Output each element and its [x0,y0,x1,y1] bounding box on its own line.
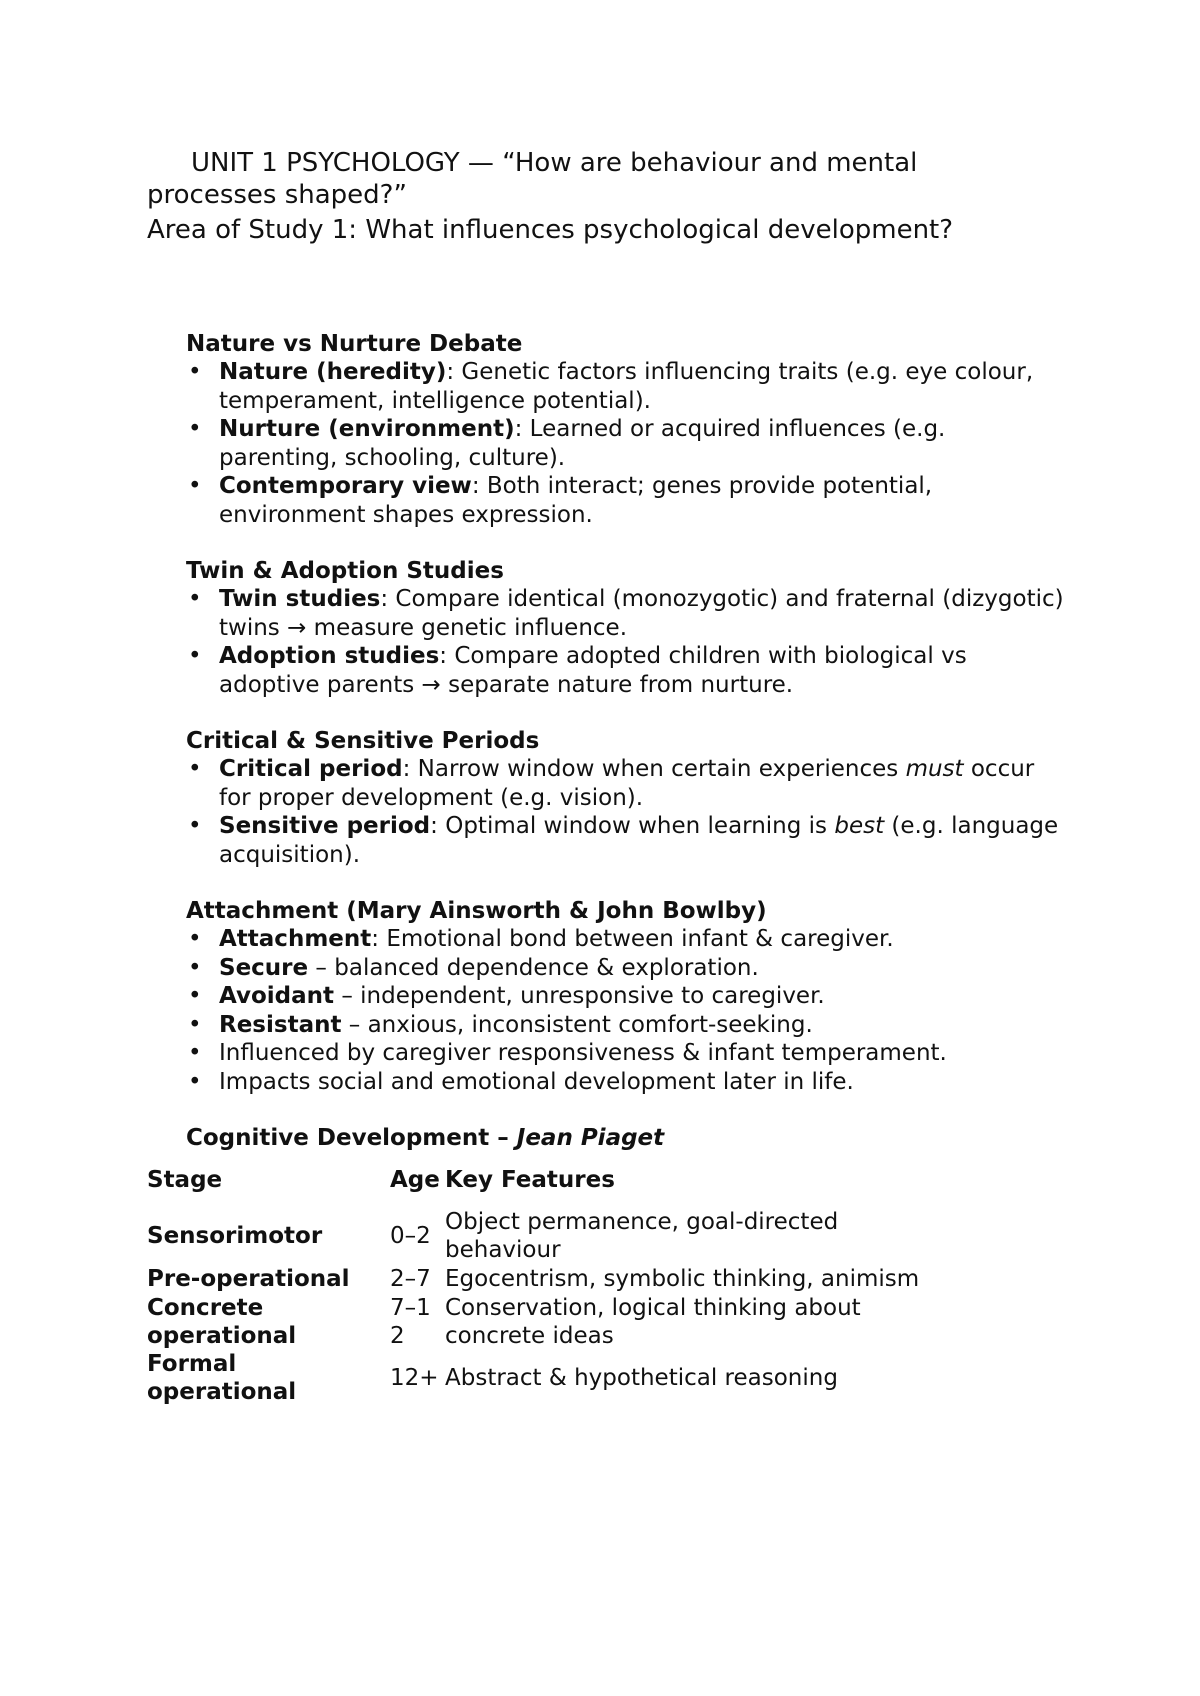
piaget-stages-table [147,1152,948,1406]
heading-author: Jean Piaget [516,1125,665,1151]
cell-stage: Formal operational [147,1351,297,1405]
section-attachment [186,897,1066,1096]
table-row [147,1350,948,1406]
bullet-icon: • [188,756,202,782]
bullet-icon: • [188,1011,202,1038]
definition: – independent, unresponsive to caregiver. [334,983,825,1009]
bullet-icon: • [188,643,202,669]
definition: : Compare identical (monozygotic) and fraternal (dizygotic) twins → measure genetic influence. [219,586,1064,641]
section-heading [186,1124,1066,1152]
term: Adoption studies [219,643,440,669]
definition: Influenced by caregiver responsiveness & infant temperament. [219,1040,947,1066]
column-header-stage: Stage [147,1167,223,1193]
definition: : Narrow window when certain experiences [402,756,906,782]
section-twin-adoption-studies [186,557,1066,699]
bullet-list [186,358,1066,529]
heading-text: Cognitive Development – [186,1125,517,1151]
list-item [186,755,1066,812]
bullet-icon: • [188,473,202,499]
list-item [186,925,1066,954]
list-item [186,812,1066,869]
bullet-icon: • [188,586,202,612]
list-item [186,472,1066,529]
section-critical-sensitive-periods [186,727,1066,869]
term: Contemporary view [219,473,472,499]
definition: : Learned or acquired influences (e.g. parenting, schooling, culture). [219,416,946,471]
definition: (e.g. language acquisition). [219,813,1059,868]
term: Nurture (environment) [219,416,515,442]
bullet-list [186,925,1066,1096]
section-nature-vs-nurture [186,330,1066,529]
bullet-list [186,755,1066,869]
definition: – anxious, inconsistent comfort-seeking. [341,1011,813,1038]
term: Nature (heredity) [219,359,447,385]
cell-age: 0–2 [390,1223,431,1249]
definition: : Genetic factors influencing traits (e.g. eye colour, temperament, intelligence potential). [219,359,1034,414]
definition: : Both interact; genes provide potential, environment shapes expression. [219,473,933,528]
table-row [147,1264,948,1294]
cell-features: Egocentrism, symbolic thinking, animism [445,1266,920,1292]
document-title: UNIT 1 PSYCHOLOGY — “How are behaviour and mental processes shaped?” [147,148,918,210]
list-item [186,1011,1066,1040]
section-heading: Attachment (Mary Ainsworth & John Bowlby) [186,898,767,924]
section-heading: Critical & Sensitive Periods [186,728,540,754]
list-item [186,954,1066,983]
definition: : Emotional bond between infant & caregiver. [371,926,894,952]
column-header-age: Age [390,1167,440,1193]
section-cognitive-development [186,1124,1066,1152]
bullet-icon: • [188,813,202,839]
bullet-list [186,585,1066,699]
section-heading: Twin & Adoption Studies [186,558,504,584]
term: Avoidant [219,983,335,1009]
term: Attachment [219,926,372,952]
area-of-study-subtitle: Area of Study 1: What influences psychological development? [147,215,954,245]
list-item [186,358,1066,415]
bullet-icon: • [188,983,202,1009]
list-item [186,642,1066,699]
list-item [186,415,1066,472]
term: Twin studies [219,586,381,612]
cell-features: Object permanence, goal-directed behaviour [445,1209,839,1263]
list-item [186,585,1066,642]
column-header-key-features: Key Features [445,1167,615,1193]
bullet-icon: • [188,1040,202,1066]
cell-age: 12+ [390,1365,439,1391]
term: Secure [219,954,309,981]
cell-features: Abstract & hypothetical reasoning [445,1365,838,1391]
list-item [186,982,1066,1011]
definition: : Compare adopted children with biological vs adoptive parents → separate nature from nurture. [219,643,967,698]
bullet-icon: • [188,926,202,952]
table-header-row [147,1152,948,1208]
term: Critical period [219,756,403,782]
cell-stage: Pre-operational [147,1266,350,1292]
table-row [147,1294,948,1350]
bullet-icon: • [188,1068,202,1095]
bullet-icon: • [188,954,202,981]
definition: occur for proper development (e.g. vision). [219,756,1035,811]
table-row [147,1208,948,1264]
definition: Impacts social and emotional development later in life. [219,1068,854,1095]
bullet-icon: • [188,359,202,385]
emphasis: must [905,756,964,782]
cell-features: Conservation, logical thinking about concrete ideas [445,1295,861,1349]
cell-age: 2–7 [390,1266,431,1292]
definition: : Optimal window when learning is [430,813,835,839]
cell-stage: Sensorimotor [147,1223,323,1249]
definition: – balanced dependence & exploration. [308,954,759,981]
term: Resistant [219,1011,342,1038]
bullet-icon: • [188,416,202,442]
term: Sensitive period [219,813,431,839]
section-heading: Nature vs Nurture Debate [186,331,523,357]
cell-age: 7–12 [390,1295,431,1349]
list-item [186,1039,1066,1068]
emphasis: best [834,813,885,839]
list-item [186,1068,1066,1097]
cell-stage: Concrete operational [147,1295,297,1349]
